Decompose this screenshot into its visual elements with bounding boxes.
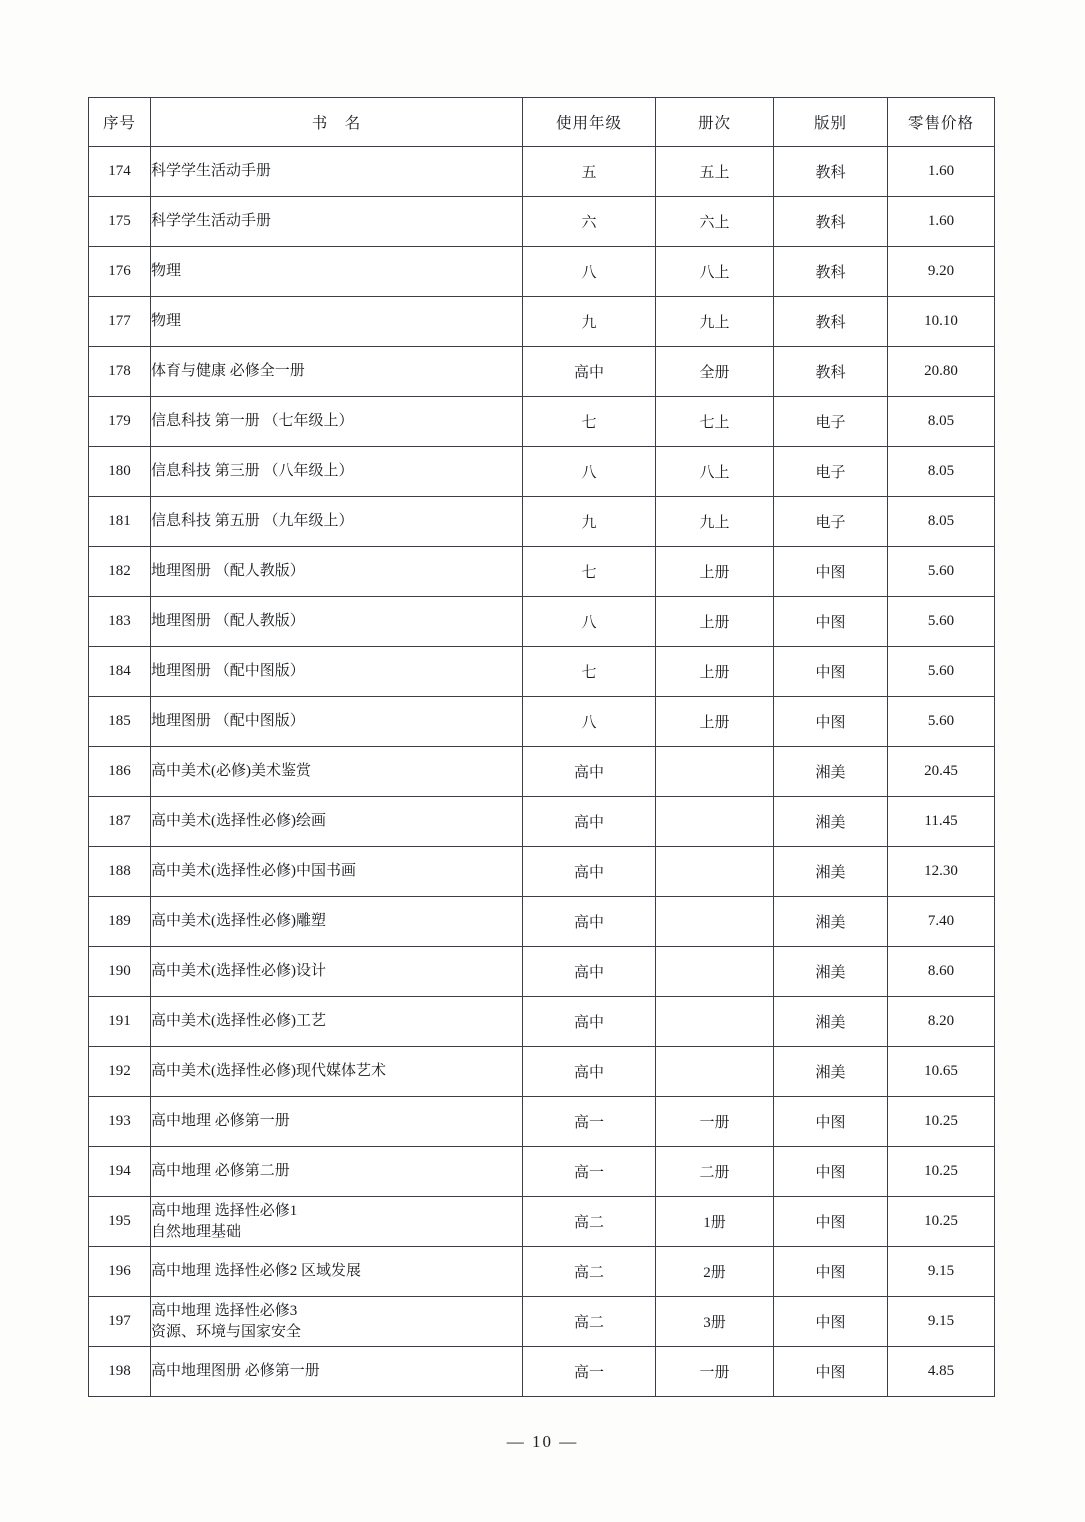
table-row [89,397,995,447]
cell-price: 20.80 [888,347,995,397]
cell-grade: 高中 [523,1047,656,1097]
cell-publisher: 湘美 [774,847,888,897]
table-header-row [89,98,995,147]
cell-publisher: 湘美 [774,747,888,797]
cell-no: 176 [89,247,151,297]
cell-volume: 全册 [656,347,774,397]
cell-book-name: 高中美术(选择性必修)雕塑 [151,897,523,947]
book-name-line-2: 资源、环境与国家安全 [151,1323,302,1340]
cell-volume: 1册 [656,1197,774,1247]
cell-volume [656,747,774,797]
cell-grade: 高中 [523,997,656,1047]
cell-no: 196 [89,1247,151,1297]
cell-volume: 七上 [656,397,774,447]
cell-price: 8.60 [888,947,995,997]
cell-price: 10.10 [888,297,995,347]
table-row [89,747,995,797]
table-row [89,497,995,547]
table-row [89,1047,995,1097]
cell-publisher: 教科 [774,197,888,247]
table-header [89,98,995,147]
table-row [89,797,995,847]
booklist-table-container [88,97,994,1397]
table-row [89,147,995,197]
cell-publisher: 中图 [774,1247,888,1297]
table-row [89,547,995,597]
table-row [89,647,995,697]
cell-grade: 八 [523,247,656,297]
cell-grade: 八 [523,447,656,497]
cell-grade: 高中 [523,797,656,847]
cell-volume [656,997,774,1047]
cell-price: 10.25 [888,1147,995,1197]
cell-book-name: 信息科技 第一册 （七年级上） [151,397,523,447]
cell-book-name: 地理图册 （配人教版） [151,547,523,597]
cell-volume: 上册 [656,647,774,697]
cell-book-name: 高中美术(选择性必修)现代媒体艺术 [151,1047,523,1097]
cell-no: 190 [89,947,151,997]
cell-book-name: 科学学生活动手册 [151,197,523,247]
cell-publisher: 湘美 [774,897,888,947]
cell-grade: 高一 [523,1147,656,1197]
cell-book-name: 地理图册 （配中图版） [151,647,523,697]
table-row [89,347,995,397]
table-row [89,997,995,1047]
table-row [89,1297,995,1347]
cell-volume: 九上 [656,297,774,347]
cell-volume [656,797,774,847]
cell-price: 5.60 [888,547,995,597]
cell-price: 9.15 [888,1247,995,1297]
cell-book-name: 信息科技 第三册 （八年级上） [151,447,523,497]
cell-publisher: 电子 [774,397,888,447]
cell-volume: 五上 [656,147,774,197]
cell-grade: 五 [523,147,656,197]
cell-price: 12.30 [888,847,995,897]
cell-no: 198 [89,1347,151,1397]
cell-no: 186 [89,747,151,797]
cell-book-name: 高中美术(选择性必修)工艺 [151,997,523,1047]
cell-price: 5.60 [888,697,995,747]
cell-no: 194 [89,1147,151,1197]
table-row [89,1197,995,1247]
table-row [89,197,995,247]
cell-book-name: 高中地理图册 必修第一册 [151,1347,523,1397]
cell-no: 182 [89,547,151,597]
cell-price: 5.60 [888,647,995,697]
cell-book-name: 高中美术(选择性必修)设计 [151,947,523,997]
book-name-line-1: 高中地理 选择性必修3 [151,1303,298,1320]
cell-grade: 高二 [523,1247,656,1297]
table-row [89,1097,995,1147]
cell-price: 20.45 [888,747,995,797]
cell-volume: 一册 [656,1347,774,1397]
cell-no: 177 [89,297,151,347]
cell-price: 1.60 [888,147,995,197]
column-header-publisher: 版别 [774,98,888,147]
cell-no: 178 [89,347,151,397]
cell-price: 10.25 [888,1197,995,1247]
cell-book-name: 科学学生活动手册 [151,147,523,197]
cell-book-name: 高中地理 必修第一册 [151,1097,523,1147]
cell-no: 193 [89,1097,151,1147]
cell-volume: 二册 [656,1147,774,1197]
cell-grade: 高中 [523,847,656,897]
cell-price: 8.05 [888,397,995,447]
cell-grade: 高二 [523,1197,656,1247]
cell-grade: 七 [523,397,656,447]
column-header-name: 书 名 [151,98,523,147]
table-body [89,147,995,1397]
cell-grade: 六 [523,197,656,247]
cell-publisher: 中图 [774,597,888,647]
cell-grade: 高一 [523,1097,656,1147]
cell-publisher: 中图 [774,1147,888,1197]
cell-volume: 八上 [656,247,774,297]
cell-book-name: 高中地理 必修第二册 [151,1147,523,1197]
cell-grade: 九 [523,497,656,547]
cell-publisher: 中图 [774,1297,888,1347]
cell-book-name: 高中地理 选择性必修2 区域发展 [151,1247,523,1297]
cell-book-name: 地理图册 （配人教版） [151,597,523,647]
cell-grade: 高二 [523,1297,656,1347]
cell-no: 175 [89,197,151,247]
cell-volume [656,947,774,997]
cell-grade: 八 [523,597,656,647]
cell-price: 4.85 [888,1347,995,1397]
table-row [89,297,995,347]
cell-volume: 八上 [656,447,774,497]
page-footer [0,1432,1085,1452]
cell-price: 8.05 [888,497,995,547]
cell-volume: 上册 [656,697,774,747]
cell-volume: 3册 [656,1297,774,1347]
cell-book-name: 高中美术(选择性必修)中国书画 [151,847,523,897]
cell-publisher: 湘美 [774,947,888,997]
cell-volume [656,1047,774,1097]
cell-publisher: 中图 [774,1347,888,1397]
page-number: — 10 — [506,1432,579,1451]
cell-publisher: 中图 [774,647,888,697]
cell-grade: 高中 [523,747,656,797]
cell-publisher: 电子 [774,447,888,497]
cell-price: 9.15 [888,1297,995,1347]
cell-no: 179 [89,397,151,447]
cell-no: 191 [89,997,151,1047]
cell-volume [656,897,774,947]
cell-no: 188 [89,847,151,897]
cell-publisher: 教科 [774,147,888,197]
cell-volume: 九上 [656,497,774,547]
cell-no: 180 [89,447,151,497]
table-row [89,247,995,297]
cell-publisher: 电子 [774,497,888,547]
cell-publisher: 中图 [774,547,888,597]
table-row [89,897,995,947]
cell-grade: 高中 [523,897,656,947]
cell-book-name [151,1297,523,1347]
cell-no: 181 [89,497,151,547]
cell-no: 192 [89,1047,151,1097]
cell-volume [656,847,774,897]
cell-price: 5.60 [888,597,995,647]
cell-publisher: 教科 [774,297,888,347]
table-row [89,1247,995,1297]
cell-book-name: 信息科技 第五册 （九年级上） [151,497,523,547]
cell-price: 7.40 [888,897,995,947]
cell-no: 187 [89,797,151,847]
cell-publisher: 湘美 [774,997,888,1047]
booklist-table [88,97,995,1397]
cell-price: 9.20 [888,247,995,297]
column-header-price: 零售价格 [888,98,995,147]
cell-no: 174 [89,147,151,197]
cell-publisher: 教科 [774,347,888,397]
cell-publisher: 湘美 [774,797,888,847]
cell-volume: 一册 [656,1097,774,1147]
cell-no: 184 [89,647,151,697]
cell-book-name: 物理 [151,247,523,297]
cell-price: 10.25 [888,1097,995,1147]
table-row [89,847,995,897]
table-row [89,947,995,997]
cell-volume: 2册 [656,1247,774,1297]
cell-publisher: 教科 [774,247,888,297]
cell-no: 185 [89,697,151,747]
cell-price: 1.60 [888,197,995,247]
column-header-no: 序号 [89,98,151,147]
table-row [89,447,995,497]
cell-grade: 七 [523,647,656,697]
table-row [89,1347,995,1397]
cell-no: 197 [89,1297,151,1347]
cell-grade: 高中 [523,947,656,997]
cell-publisher: 中图 [774,1197,888,1247]
cell-volume: 六上 [656,197,774,247]
book-name-line-1: 高中地理 选择性必修1 [151,1203,298,1220]
cell-publisher: 中图 [774,697,888,747]
cell-price: 11.45 [888,797,995,847]
cell-price: 8.20 [888,997,995,1047]
cell-price: 10.65 [888,1047,995,1097]
book-name-line-2: 自然地理基础 [151,1223,242,1240]
cell-no: 195 [89,1197,151,1247]
cell-book-name: 高中美术(必修)美术鉴赏 [151,747,523,797]
cell-book-name: 体育与健康 必修全一册 [151,347,523,397]
cell-book-name: 物理 [151,297,523,347]
cell-volume: 上册 [656,597,774,647]
cell-grade: 高一 [523,1347,656,1397]
cell-volume: 上册 [656,547,774,597]
cell-grade: 八 [523,697,656,747]
cell-book-name: 地理图册 （配中图版） [151,697,523,747]
cell-book-name: 高中美术(选择性必修)绘画 [151,797,523,847]
cell-grade: 九 [523,297,656,347]
column-header-volume: 册次 [656,98,774,147]
cell-no: 189 [89,897,151,947]
cell-grade: 高中 [523,347,656,397]
cell-publisher: 中图 [774,1097,888,1147]
cell-no: 183 [89,597,151,647]
cell-publisher: 湘美 [774,1047,888,1097]
cell-book-name [151,1197,523,1247]
column-header-grade: 使用年级 [523,98,656,147]
table-row [89,1147,995,1197]
table-row [89,697,995,747]
table-row [89,597,995,647]
cell-price: 8.05 [888,447,995,497]
cell-grade: 七 [523,547,656,597]
